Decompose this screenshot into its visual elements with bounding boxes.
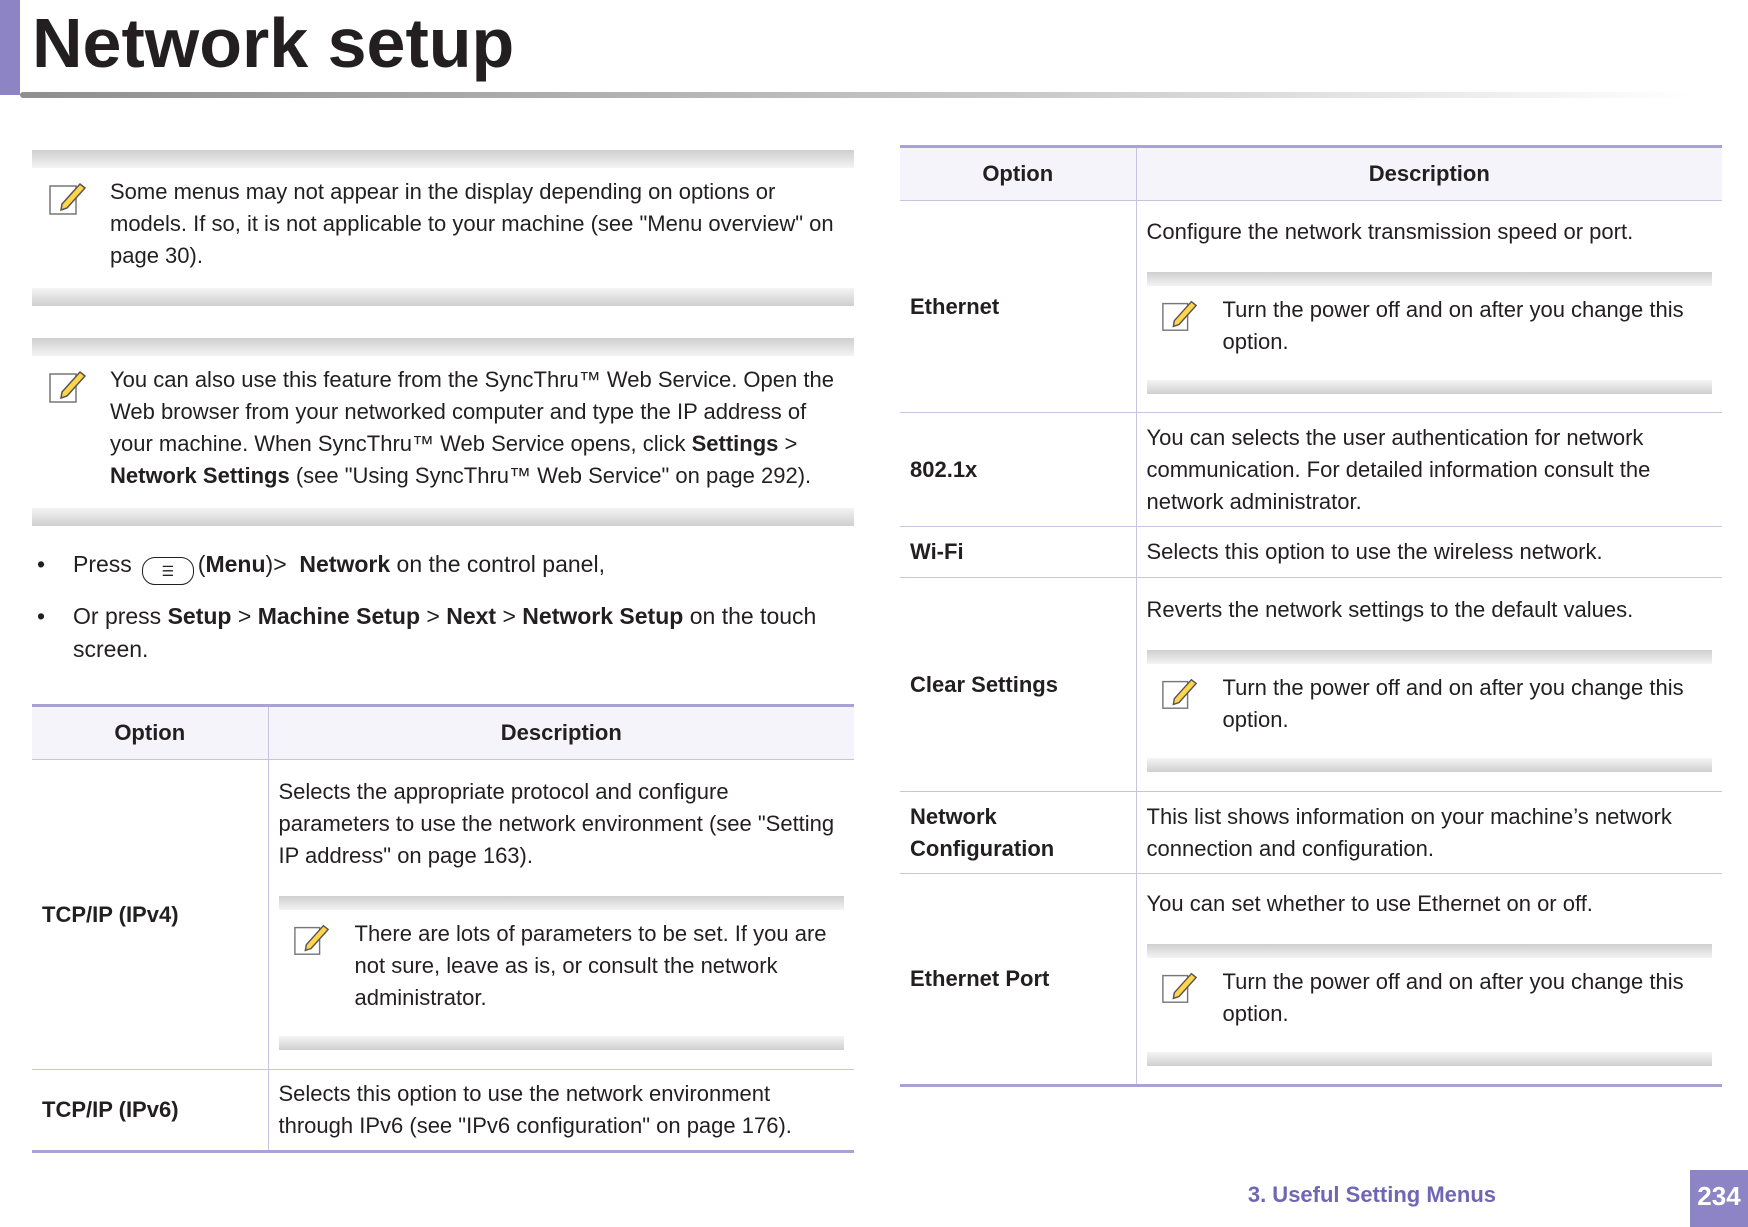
page-title: Network setup — [32, 4, 515, 82]
option-name: Ethernet Port — [900, 874, 1136, 1086]
header-description: Description — [268, 706, 854, 760]
page-number: 234 — [1690, 1170, 1748, 1227]
option-name: TCP/IP (IPv4) — [32, 760, 268, 1070]
footer-section-label: 3. Useful Setting Menus — [1247, 1182, 1496, 1207]
note-pencil-icon — [1161, 296, 1199, 334]
note-text: Some menus may not appear in the display depending on options or models. If so, it is not applicable to your machine (see "Menu overview" on page 30). — [110, 179, 834, 268]
note-syncthru — [32, 338, 854, 526]
table-row — [900, 527, 1722, 578]
table-row — [900, 578, 1722, 792]
inner-note: There are lots of parameters to be set. If you are not sure, leave as is, or consult the network administrator. — [279, 896, 845, 1050]
table-header-row — [32, 706, 854, 760]
note-pencil-icon — [1161, 968, 1199, 1006]
inner-note: Turn the power off and on after you change this option. — [1147, 650, 1713, 772]
option-description: You can set whether to use Ethernet on or off. Turn the power off and on after you change this option. — [1136, 874, 1722, 1086]
option-description: Reverts the network settings to the default values. Turn the power off and on after you change this option. — [1136, 578, 1722, 792]
option-name: Ethernet — [900, 201, 1136, 413]
option-name: TCP/IP (IPv6) — [32, 1070, 268, 1152]
option-description: Selects this option to use the wireless network. — [1136, 527, 1722, 578]
note-pencil-icon — [293, 920, 331, 958]
note-pencil-icon — [48, 366, 88, 406]
inner-note: Turn the power off and on after you change this option. — [1147, 272, 1713, 394]
option-description: This list shows information on your machine’s network connection and configuration. — [1136, 792, 1722, 874]
header-description: Description — [1136, 147, 1722, 201]
note-pencil-icon — [48, 178, 88, 218]
option-description: You can selects the user authentication for network communication. For detailed information consult the network administrator. — [1136, 413, 1722, 527]
left-options-table — [32, 704, 854, 1153]
title-underline — [20, 92, 1690, 98]
option-name: Clear Settings — [900, 578, 1136, 792]
table-row — [900, 201, 1722, 413]
option-description: Selects this option to use the network environment through IPv6 (see "IPv6 configuration" on page 176). — [268, 1070, 854, 1152]
table-row — [900, 413, 1722, 527]
option-description: Selects the appropriate protocol and configure parameters to use the network environment (see "Setting IP address" on page 163). There are lots of parameters to be set. If you are not sure, leave as is, or consult the network administrator. — [268, 760, 854, 1070]
option-description: Configure the network transmission speed or port. Turn the power off and on after you change this option. — [1136, 201, 1722, 413]
note-menus-availability — [32, 150, 854, 306]
right-options-table — [900, 145, 1722, 1087]
table-row — [32, 1070, 854, 1152]
menu-key-icon: ☰ — [142, 557, 194, 585]
table-header-row — [900, 147, 1722, 201]
inner-note: Turn the power off and on after you change this option. — [1147, 944, 1713, 1066]
header-option: Option — [32, 706, 268, 760]
option-name: 802.1x — [900, 413, 1136, 527]
header-option: Option — [900, 147, 1136, 201]
bullet-control-panel: • Press ☰ (Menu)> Network on the control panel, — [73, 548, 833, 585]
table-row — [900, 874, 1722, 1086]
table-row — [32, 760, 854, 1070]
option-name: Network Configuration — [900, 792, 1136, 874]
note-text: You can also use this feature from the SyncThru™ Web Service. Open the Web browser from your networked computer and type the IP address of your machine. When SyncThru™ Web Service opens, click Settings > Network Settings (see "Using SyncThru™ Web Service" on page 292). — [110, 367, 834, 488]
note-pencil-icon — [1161, 674, 1199, 712]
table-row — [900, 792, 1722, 874]
option-name: Wi-Fi — [900, 527, 1136, 578]
bullet-touch-screen: • Or press Setup > Machine Setup > Next > Network Setup on the touch screen. — [37, 603, 817, 662]
title-accent-bar — [0, 0, 20, 95]
